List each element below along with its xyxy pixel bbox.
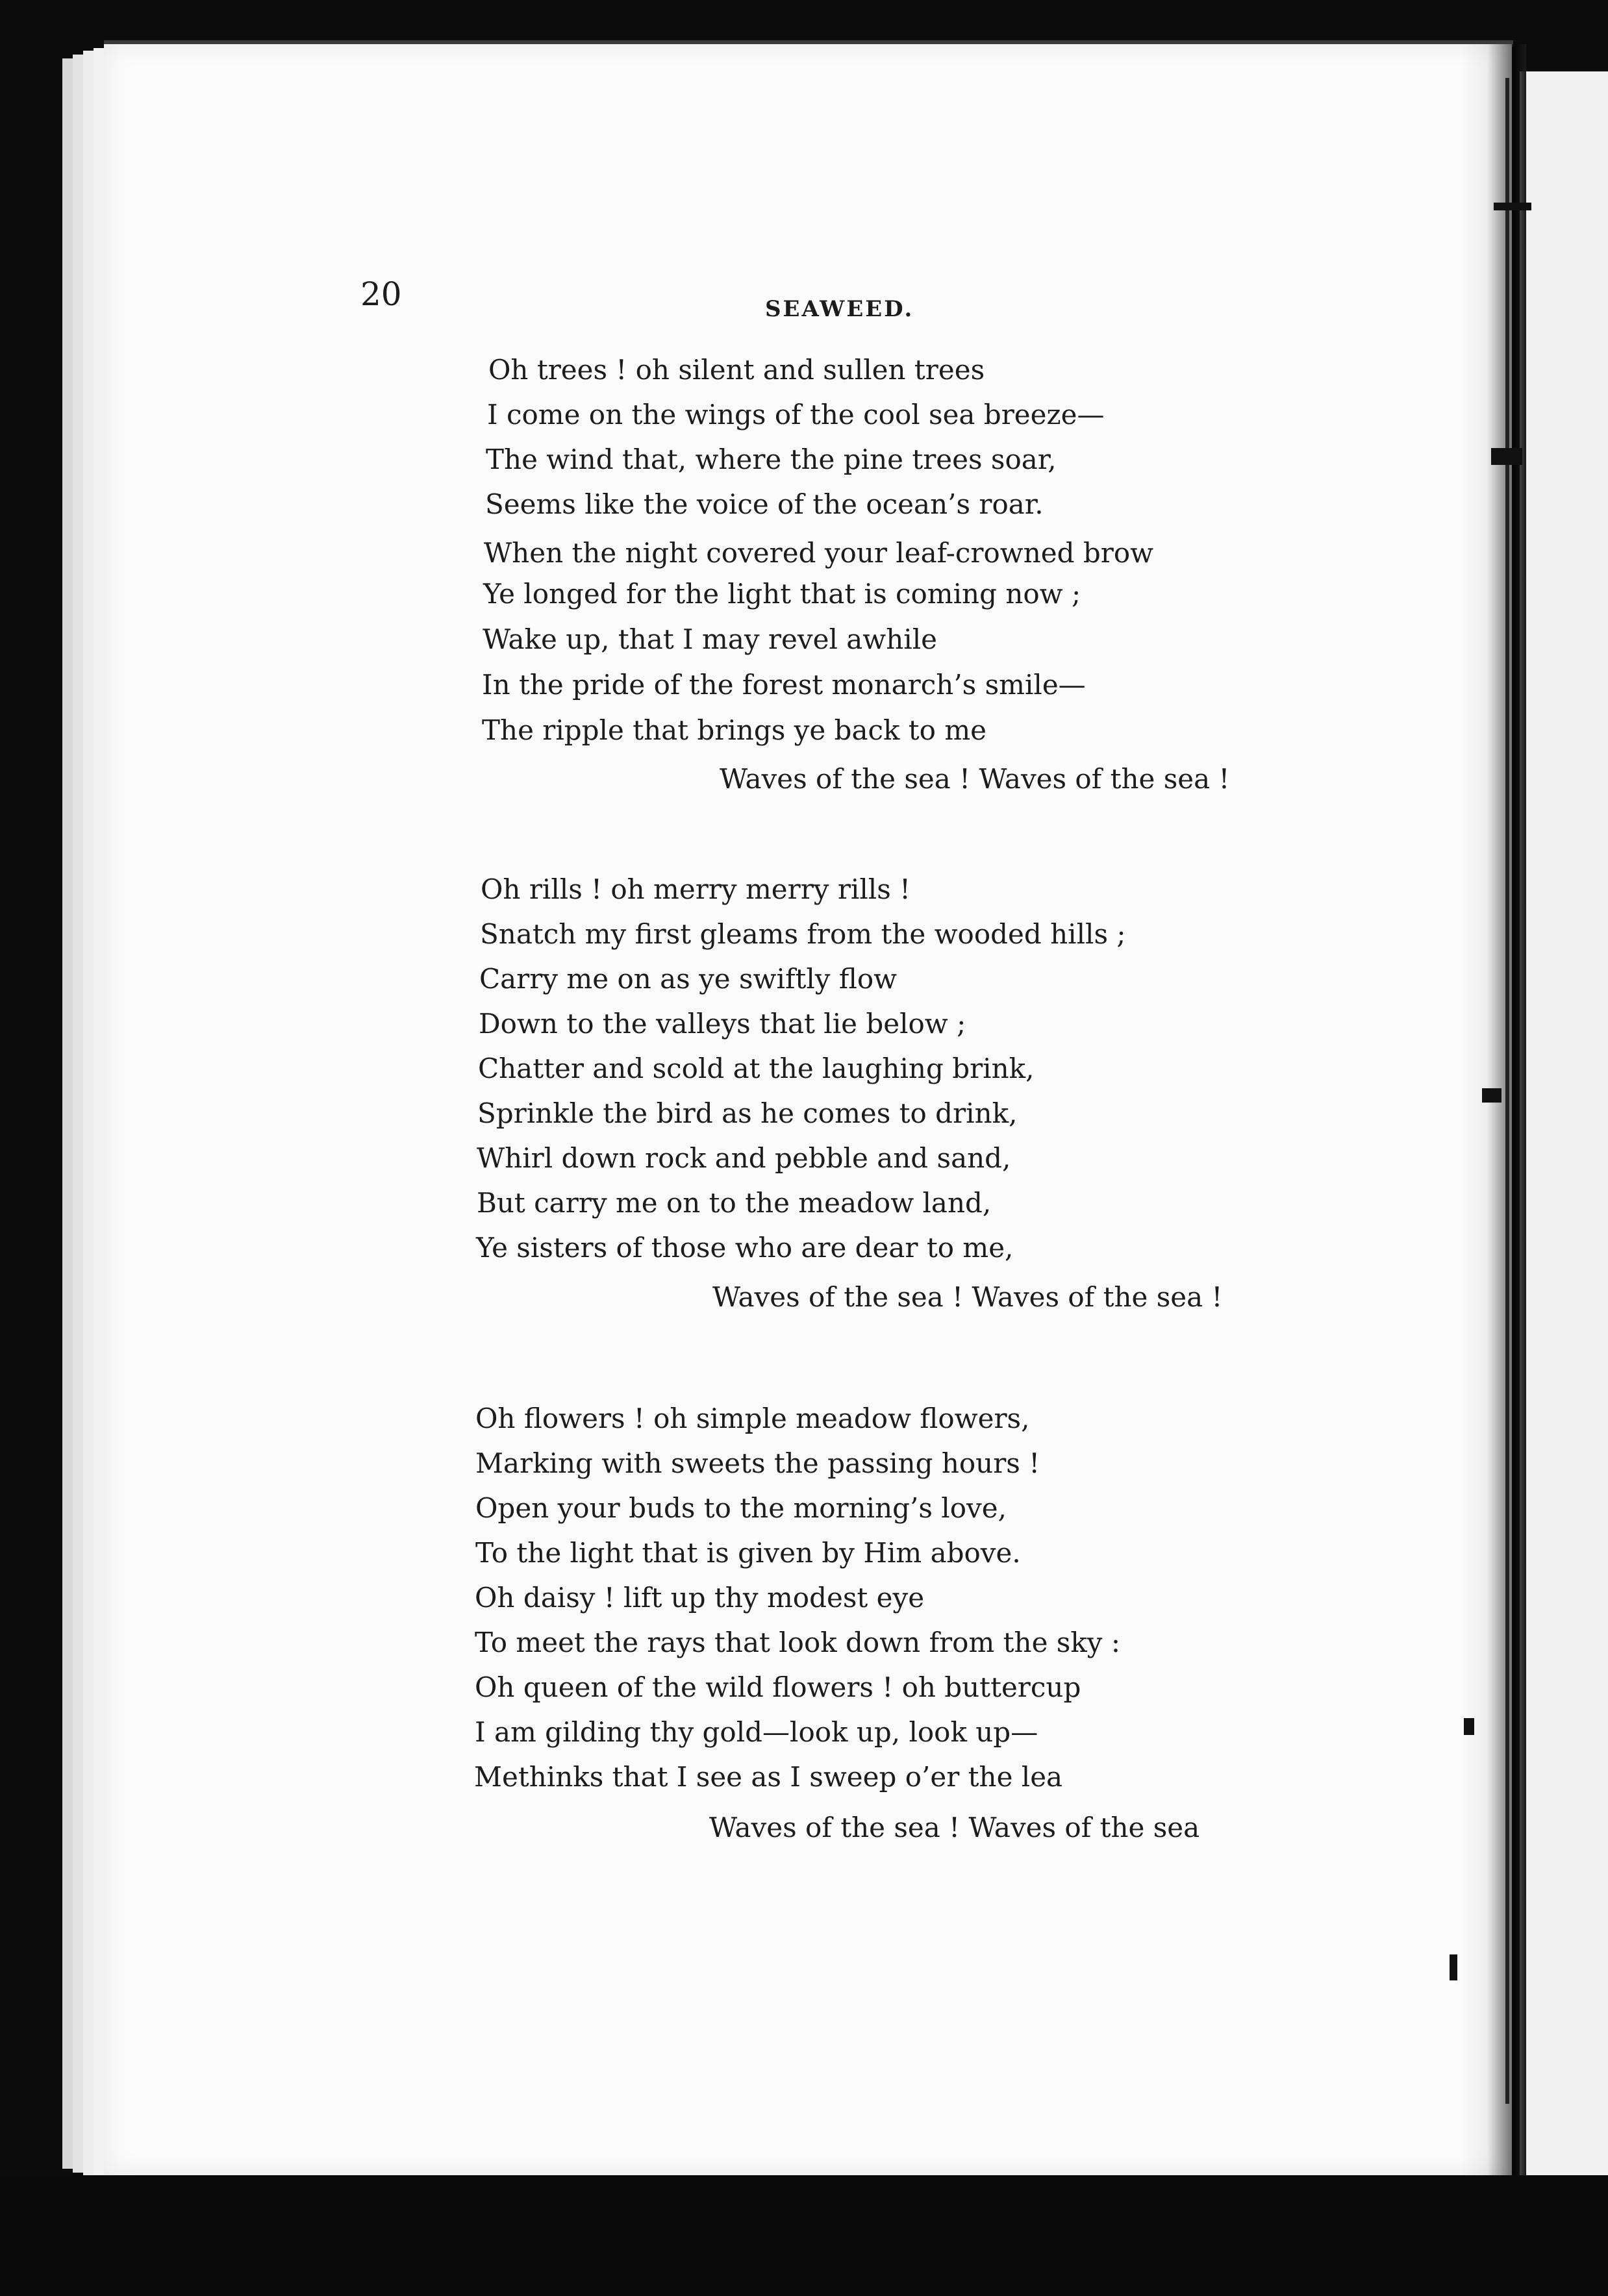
binding-mark [1450, 1954, 1457, 1980]
poem-refrain: Waves of the sea ! Waves of the sea [709, 1812, 1200, 1843]
poem-line: Oh daisy ! lift up thy modest eye [475, 1582, 925, 1614]
poem-line: Carry me on as ye swiftly flow [479, 963, 898, 995]
poem-line: Wake up, that I may revel awhile [483, 623, 937, 655]
poem-refrain: Waves of the sea ! Waves of the sea ! [720, 763, 1230, 795]
scan-background [0, 2175, 1608, 2296]
poem-line: Oh trees ! oh silent and sullen trees [488, 354, 985, 386]
poem-line: Methinks that I see as I sweep o’er the lea [474, 1761, 1063, 1793]
poem-line: Down to the valleys that lie below ; [479, 1008, 966, 1040]
poem-line: Ye longed for the light that is coming now ; [483, 578, 1081, 610]
running-head: SEAWEED. [765, 296, 914, 322]
poem-line: Ye sisters of those who are dear to me, [476, 1232, 1014, 1264]
binding-mark [1491, 448, 1522, 465]
poem-line: The wind that, where the pine trees soar, [486, 443, 1057, 475]
poem-line: Open your buds to the morning’s love, [475, 1492, 1007, 1524]
page-number: 20 [360, 275, 402, 313]
poem-line: Snatch my first gleams from the wooded hills ; [480, 918, 1126, 950]
poem-line: But carry me on to the meadow land, [477, 1187, 992, 1219]
poem-line: Oh flowers ! oh simple meadow flowers, [475, 1403, 1030, 1434]
poem-line: The ripple that brings ye back to me [482, 714, 986, 746]
facing-page [1520, 71, 1608, 2175]
binding-mark [1464, 1718, 1474, 1735]
facing-page-edge [1505, 78, 1509, 2104]
poem-line: Oh queen of the wild flowers ! oh buttercup [475, 1671, 1081, 1703]
poem-line: To meet the rays that look down from the sky : [475, 1627, 1121, 1658]
poem-line: Whirl down rock and pebble and sand, [477, 1142, 1011, 1174]
poem-refrain: Waves of the sea ! Waves of the sea ! [712, 1281, 1223, 1313]
binding-gutter [1461, 44, 1526, 2175]
poem-line: Oh rills ! oh merry merry rills ! [481, 873, 911, 905]
poem-line: When the night covered your leaf-crowned brow [484, 537, 1154, 569]
poem-line: I come on the wings of the cool sea breeze— [487, 399, 1105, 430]
poem-line: Chatter and scold at the laughing brink, [478, 1053, 1035, 1084]
poem-line: In the pride of the forest monarch’s smile— [482, 669, 1086, 701]
poem-line: Sprinkle the bird as he comes to drink, [477, 1097, 1018, 1129]
poem-line: I am gilding thy gold—look up, look up— [475, 1716, 1038, 1748]
poem-line: To the light that is given by Him above. [475, 1537, 1021, 1569]
binding-mark [1482, 1088, 1501, 1103]
binding-mark [1494, 203, 1531, 210]
poem-line: Marking with sweets the passing hours ! [475, 1447, 1040, 1479]
poem-line: Seems like the voice of the ocean’s roar. [485, 488, 1044, 520]
